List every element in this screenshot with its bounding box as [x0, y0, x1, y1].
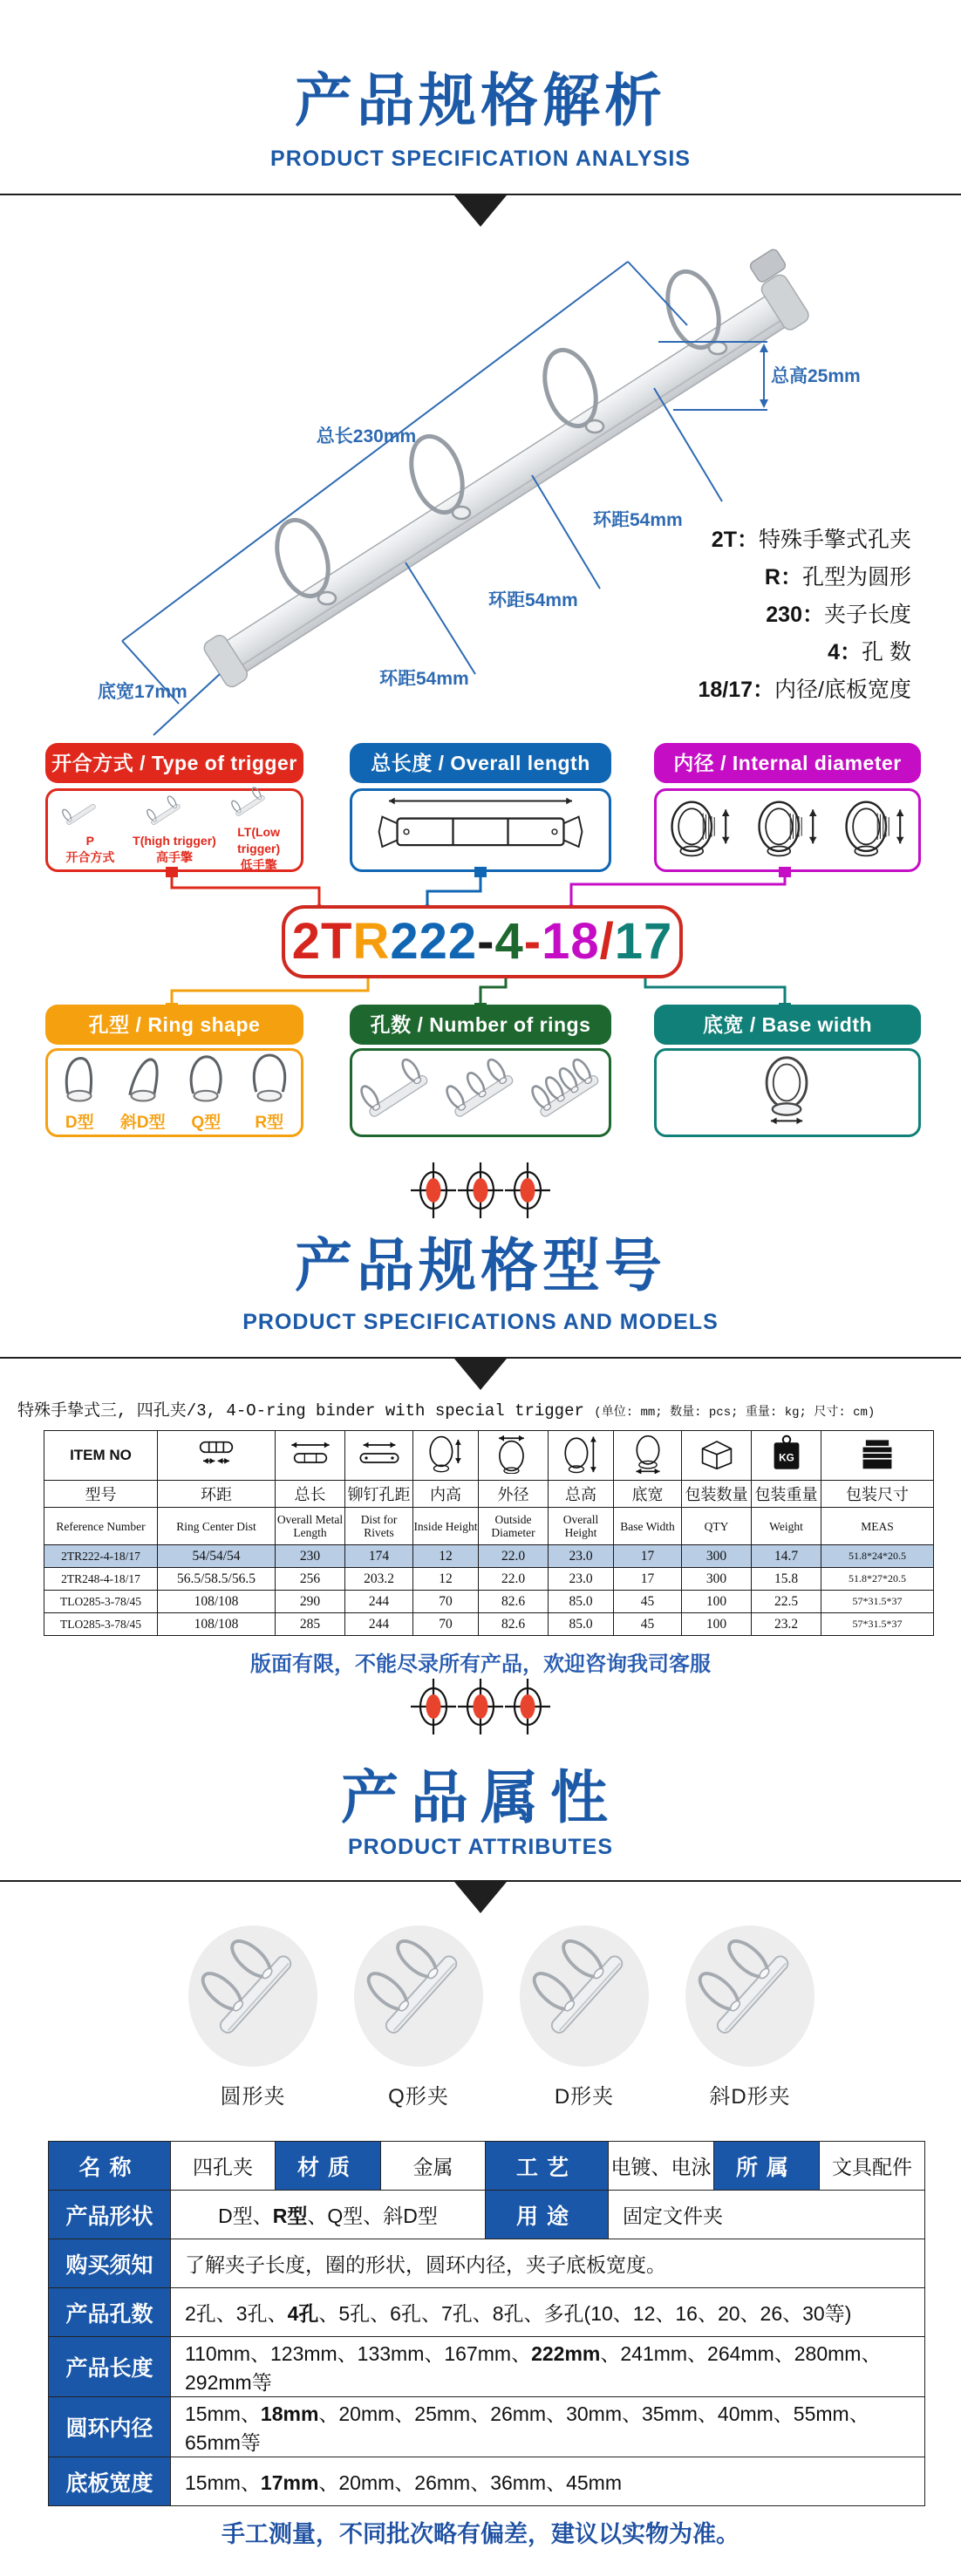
attribute-value: 金属 — [381, 2142, 486, 2191]
dim-ring-dist-1: 环距54mm — [593, 510, 683, 530]
overall-length-box-body — [350, 788, 611, 872]
spec-header-en: Overall Metal Length — [276, 1508, 345, 1545]
spec-header-cn: 包装重量 — [752, 1481, 821, 1508]
spec-cell: 12 — [413, 1545, 479, 1568]
spec-cell: TLO285-3-78/45 — [44, 1591, 158, 1613]
spec-cell: 230 — [276, 1545, 345, 1568]
section3-title: 产品属性 — [341, 1765, 620, 1830]
trigger-p-icon — [48, 795, 132, 833]
product-card-slant-d: 斜D形夹 — [685, 1925, 814, 2109]
rivet-dist-icon — [345, 1431, 413, 1481]
attribute-label: 产品形状 — [49, 2191, 171, 2239]
qty-carton-icon — [682, 1431, 752, 1481]
spec-cell: 2TR248-4-18/17 — [44, 1568, 158, 1591]
model-code-segment: 222 — [390, 913, 478, 970]
attribute-row — [49, 2142, 925, 2191]
attribute-label: 底板宽度 — [49, 2457, 171, 2506]
kg-weight-icon — [752, 1431, 821, 1481]
spec-cell: 85.0 — [549, 1591, 614, 1613]
spec-cell: 23.0 — [549, 1545, 614, 1568]
base-width-box-body — [654, 1048, 921, 1137]
page-footer-note: 手工测量，不同批次略有偏差，建议以实物为准。 — [222, 2521, 739, 2547]
spec-cell: 108/108 — [158, 1613, 276, 1636]
spec-cell: 203.2 — [345, 1568, 413, 1591]
ring-diameter-icon — [753, 794, 822, 867]
spec-cell: 54/54/54 — [158, 1545, 276, 1568]
overall-length-drawing-icon — [369, 792, 592, 869]
trigger-box-body: P 开合方式 T(high trigger) 高手擎 LT(Low trigger) 低手擎 — [45, 788, 303, 872]
model-code-segment: - — [523, 913, 542, 970]
spec-table-row — [44, 1568, 934, 1591]
attribute-value: 四孔夹 — [171, 2142, 276, 2191]
base-width-icon — [614, 1431, 682, 1481]
overall-length-icon — [276, 1431, 345, 1481]
registration-mark-decoration — [406, 1160, 555, 1221]
spec-cell: 23.2 — [752, 1613, 821, 1636]
spec-table-row — [44, 1545, 934, 1568]
overall-length-box-title: 总长度 / Overall length — [350, 743, 611, 783]
spec-cell: 51.8*27*20.5 — [821, 1568, 934, 1591]
attribute-row — [49, 2337, 925, 2397]
svg-text:KG: KG — [778, 1450, 794, 1463]
spec-cell: 57*31.5*37 — [821, 1613, 934, 1636]
arrow-down-icon — [760, 399, 768, 408]
section3-subtitle: PRODUCT ATTRIBUTES — [347, 1835, 614, 1859]
spec-header-cn: 包装尺寸 — [821, 1481, 934, 1508]
registration-mark-decoration — [406, 1676, 555, 1737]
product-card-q: Q形夹 — [354, 1925, 483, 2109]
section2-title: 产品规格型号 — [295, 1233, 666, 1298]
spec-cell: 70 — [413, 1613, 479, 1636]
spec-header-en: QTY — [682, 1508, 752, 1545]
trigger-box-title: 开合方式 / Type of trigger — [45, 743, 303, 783]
spec-cell: 17 — [614, 1545, 682, 1568]
spec-header-cn: 总高 — [549, 1481, 614, 1508]
spec-cell: 22.0 — [479, 1545, 549, 1568]
dim-base-width: 底宽17mm — [98, 682, 187, 702]
attribute-label: 购买须知 — [49, 2239, 171, 2288]
attribute-row — [49, 2239, 925, 2288]
spec-header-en: Inside Height — [413, 1508, 479, 1545]
spec-header-item-no: ITEM NO — [44, 1431, 158, 1481]
model-code-segment: 4 — [494, 913, 524, 970]
attributes-table — [48, 2141, 925, 2506]
spec-header-en: Overall Height — [549, 1508, 614, 1545]
spec-header-en: Weight — [752, 1508, 821, 1545]
attribute-value: 110mm、123mm、133mm、167mm、222mm、241mm、264mm、280mm、292mm等 — [171, 2337, 925, 2397]
attribute-value: 15mm、18mm、20mm、25mm、26mm、30mm、35mm、40mm、55mm、65mm等 — [171, 2397, 925, 2457]
spec-cell: 300 — [682, 1545, 752, 1568]
attribute-value: 了解夹子长度，圈的形状，圆环内径，夹子底板宽度。 — [171, 2239, 925, 2288]
section2-subtitle: PRODUCT SPECIFICATIONS AND MODELS — [242, 1310, 719, 1334]
legend-line: 2T：特殊手擎式孔夹 — [711, 528, 911, 552]
spec-cell: 244 — [345, 1591, 413, 1613]
attribute-label: 所属 — [714, 2142, 820, 2191]
spec-header-en: Dist for Rivets — [345, 1508, 413, 1545]
section1-title: 产品规格解析 — [295, 68, 666, 133]
outside-diameter-icon — [479, 1431, 549, 1481]
attribute-value: D型、R型、Q型、斜D型 — [171, 2191, 486, 2239]
spec-cell: 256 — [276, 1568, 345, 1591]
product-card-d: D形夹 — [520, 1925, 649, 2109]
attribute-label: 圆环内径 — [49, 2397, 171, 2457]
dim-ring-dist-3: 环距54mm — [379, 669, 469, 689]
ring-number-box-body — [350, 1048, 611, 1137]
two-ring-binder-icon — [357, 1058, 433, 1128]
spec-cell: 56.5/58.5/56.5 — [158, 1568, 276, 1591]
down-triangle-3 — [454, 1882, 507, 1913]
model-code-segment: / — [599, 913, 615, 970]
dim-ring-dist-2: 环距54mm — [488, 590, 578, 610]
down-triangle-2 — [454, 1359, 507, 1390]
arrow-up-icon — [760, 344, 768, 352]
attribute-value: 2孔、3孔、4孔、5孔、6孔、7孔、8孔、多孔(10、12、16、20、26、30等) — [171, 2288, 925, 2337]
spec-header-cn: 总长 — [276, 1481, 345, 1508]
spec-cell: 14.7 — [752, 1545, 821, 1568]
inside-height-icon — [413, 1431, 479, 1481]
spec-table-row — [44, 1613, 934, 1636]
legend-line: 230：夹子长度 — [766, 603, 911, 627]
slant-d-ring-binder-image — [689, 1929, 811, 2064]
dim-total-height: 总高25mm — [771, 366, 861, 386]
spec-cell: 82.6 — [479, 1613, 549, 1636]
spec-header-cn: 环距 — [158, 1481, 276, 1508]
spec-cell: 45 — [614, 1591, 682, 1613]
legend-line: 18/17：内径/底板宽度 — [698, 678, 911, 702]
attribute-value: 15mm、17mm、20mm、26mm、36mm、45mm — [171, 2457, 925, 2506]
spec-cell: 2TR222-4-18/17 — [44, 1545, 158, 1568]
spec-cell: 285 — [276, 1613, 345, 1636]
attribute-row — [49, 2397, 925, 2457]
three-ring-binder-icon — [442, 1058, 519, 1128]
spec-header-en: Reference Number — [44, 1508, 158, 1545]
spec-cell: 300 — [682, 1568, 752, 1591]
ring-shape-box-title: 孔型 / Ring shape — [45, 1005, 303, 1045]
spec-cell: 22.0 — [479, 1568, 549, 1591]
attribute-label: 用途 — [486, 2191, 609, 2239]
ring-number-box-title: 孔数 / Number of rings — [350, 1005, 611, 1045]
attribute-label: 产品长度 — [49, 2337, 171, 2397]
section1-subtitle: PRODUCT SPECIFICATION ANALYSIS — [270, 147, 691, 171]
attribute-row — [49, 2191, 925, 2239]
attribute-row — [49, 2288, 925, 2337]
spec-cell: 57*31.5*37 — [821, 1591, 934, 1613]
d-ring-icon — [57, 1053, 102, 1107]
spec-cell: 70 — [413, 1591, 479, 1613]
ring-diameter-icon — [840, 794, 910, 867]
spec-cell: 100 — [682, 1591, 752, 1613]
spec-table — [44, 1430, 934, 1636]
spec-header-cn: 包装数量 — [682, 1481, 752, 1508]
model-code-segment: 2T — [291, 913, 353, 970]
spec-cell: 85.0 — [549, 1613, 614, 1636]
r-ring-icon — [247, 1053, 292, 1107]
spec-header-cn: 内高 — [413, 1481, 479, 1508]
model-code — [282, 905, 683, 978]
dim-total-length: 总长230mm — [316, 426, 417, 446]
meas-carton-icon — [821, 1431, 934, 1481]
ring-diameter-icon — [665, 794, 735, 867]
spec-cell: 17 — [614, 1568, 682, 1591]
spec-cell: 244 — [345, 1613, 413, 1636]
model-code-legend — [597, 521, 911, 709]
spec-cell: 82.6 — [479, 1591, 549, 1613]
q-ring-icon — [183, 1053, 228, 1107]
spec-cell: 100 — [682, 1613, 752, 1636]
spec-header-en: Outside Diameter — [479, 1508, 549, 1545]
ring-center-dist-icon — [158, 1431, 276, 1481]
q-ring-binder-image — [358, 1929, 480, 2064]
legend-line: 4：孔 数 — [828, 640, 911, 664]
trigger-high-icon — [133, 795, 216, 833]
attribute-label: 产品孔数 — [49, 2288, 171, 2337]
spec-table-note: 版面有限，不能尽录所有产品，欢迎咨询我司客服 — [250, 1653, 711, 1676]
spec-cell: 108/108 — [158, 1591, 276, 1613]
attribute-label: 工艺 — [486, 2142, 609, 2191]
base-width-ring-icon — [755, 1054, 820, 1132]
spec-cell: 22.5 — [752, 1591, 821, 1613]
product-card-round: 圆形夹 — [188, 1925, 317, 2109]
four-ring-binder-icon — [528, 1058, 604, 1128]
spec-header-en: MEAS — [821, 1508, 934, 1545]
internal-diameter-box-body — [654, 788, 921, 872]
model-code-segment: 17 — [614, 913, 673, 970]
spec-table-row — [44, 1591, 934, 1613]
spec-cell: 23.0 — [549, 1568, 614, 1591]
spec-header-cn: 外径 — [479, 1481, 549, 1508]
spec-header-cn: 型号 — [44, 1481, 158, 1508]
model-code-segment: R — [352, 913, 391, 970]
legend-line: R：孔型为圆形 — [764, 565, 911, 589]
spec-cell: 51.8*24*20.5 — [821, 1545, 934, 1568]
internal-diameter-box-title: 内径 / Internal diameter — [654, 743, 921, 783]
model-code-segment: 18 — [542, 913, 600, 970]
spec-cell: 174 — [345, 1545, 413, 1568]
attribute-label: 名称 — [49, 2142, 171, 2191]
spec-cell: 45 — [614, 1613, 682, 1636]
attribute-label: 材质 — [276, 2142, 381, 2191]
model-code-segment: - — [477, 913, 495, 970]
trigger-low-icon — [217, 787, 301, 824]
spec-header-cn: 铆钉孔距 — [345, 1481, 413, 1508]
spec-cell: TLO285-3-78/45 — [44, 1613, 158, 1636]
spec-header-en: Base Width — [614, 1508, 682, 1545]
spec-cell: 12 — [413, 1568, 479, 1591]
spec-header-en: Ring Center Dist — [158, 1508, 276, 1545]
spec-cell: 15.8 — [752, 1568, 821, 1591]
base-width-box-title: 底宽 / Base width — [654, 1005, 921, 1045]
attribute-value: 固定文件夹 — [609, 2191, 925, 2239]
ring-shape-box-body: D型 斜D型 Q型 R型 — [45, 1048, 303, 1137]
attribute-value: 文具配件 — [820, 2142, 925, 2191]
overall-height-icon — [549, 1431, 614, 1481]
attribute-value: 电镀、电泳 — [609, 2142, 714, 2191]
spec-table-caption-note: (单位: mm; 数量: pcs; 重量: kg; 尺寸: cm) — [594, 1406, 876, 1420]
spec-header-cn: 底宽 — [614, 1481, 682, 1508]
d-ring-binder-image — [523, 1929, 645, 2064]
spec-table-caption: 特殊手挚式三, 四孔夹/3, 4-O-ring binder with special trigger (单位: mm; 数量: pcs; 重量: kg; 尺寸: cm) — [17, 1401, 876, 1421]
slant-d-ring-icon — [120, 1053, 166, 1107]
spec-cell: 290 — [276, 1591, 345, 1613]
attribute-row — [49, 2457, 925, 2506]
round-ring-binder-image — [192, 1929, 314, 2064]
